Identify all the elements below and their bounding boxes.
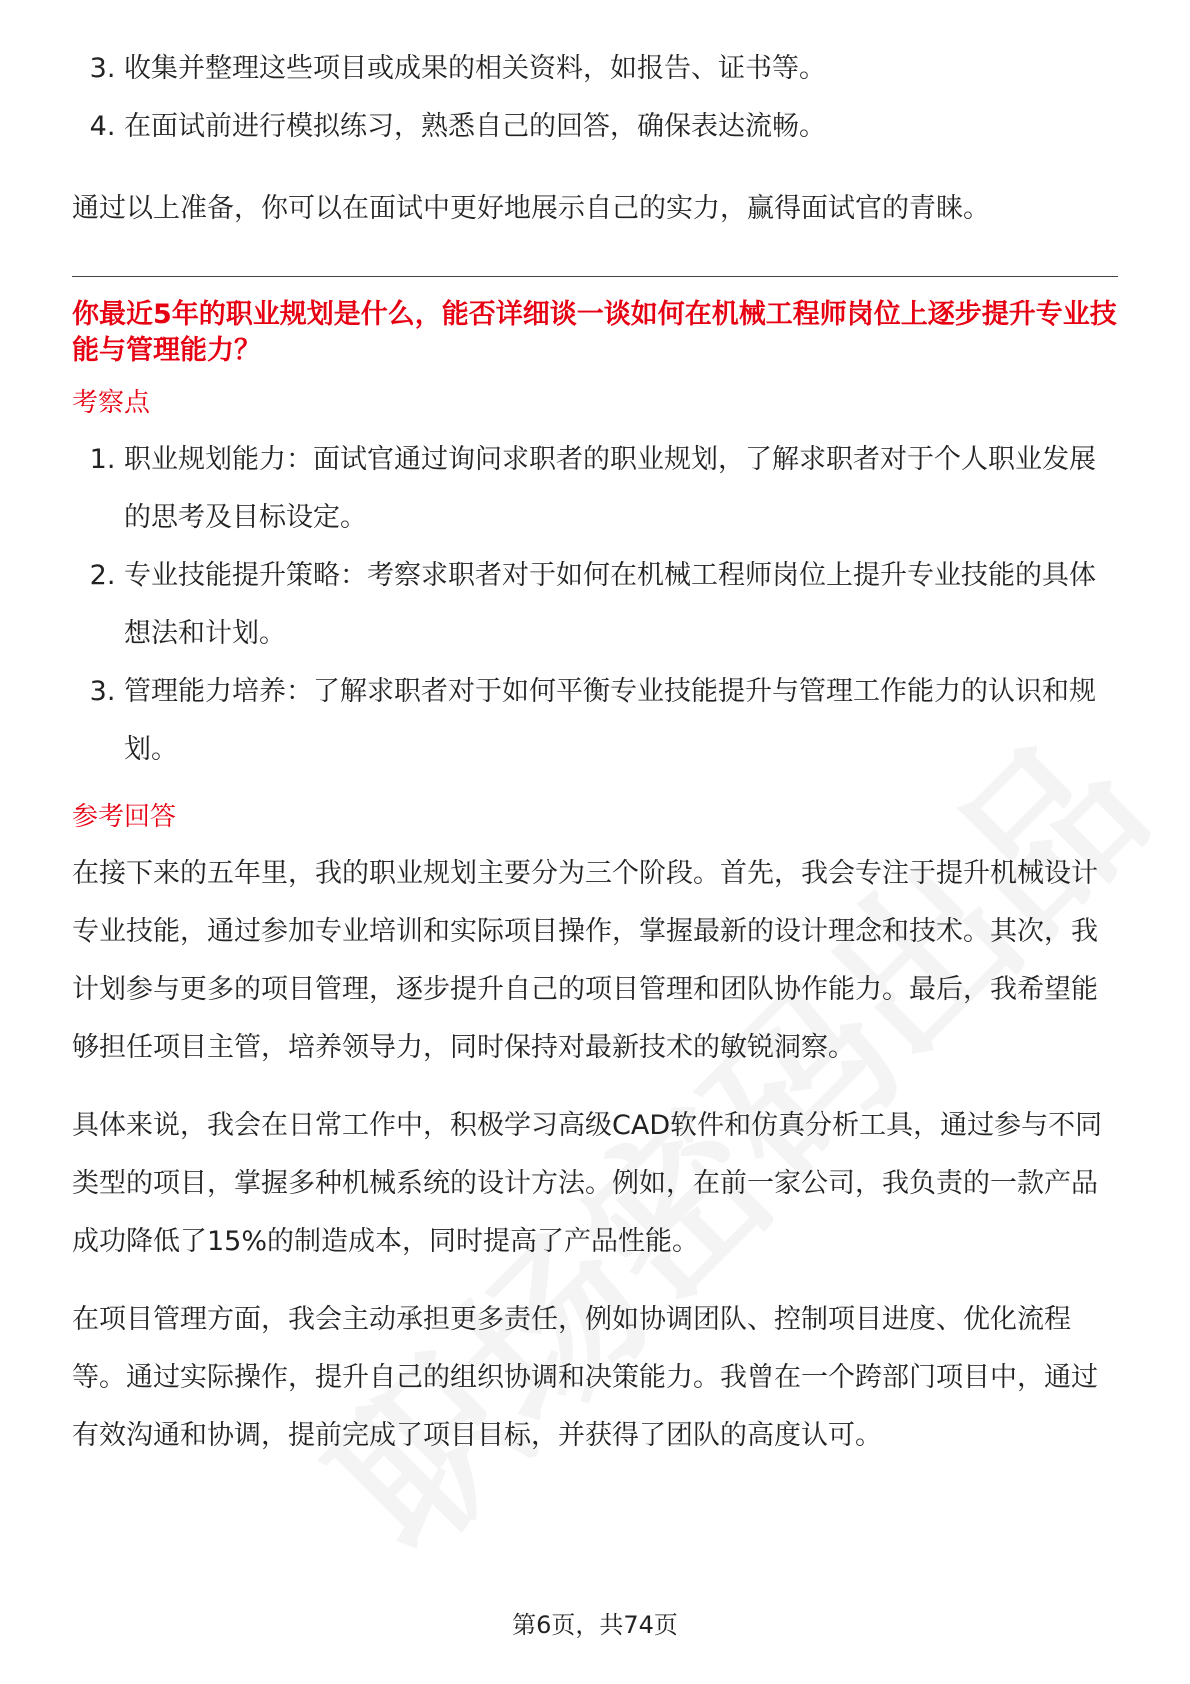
list-item: 3. 收集并整理这些项目或成果的相关资料，如报告、证书等。 [124,40,1118,98]
closing: 通过以上准备，你可以在面试中更好地展示自己的实力，赢得面试官的青睐。 [72,193,990,224]
answer-heading: 参考回答 [72,802,177,832]
question: 你最近5年的职业规划是什么，能否详细谈一谈如何在机械工程师岗位上逐步提升专业技能与管理能力？ [72,299,1117,366]
point: 3. 管理能力培养：了解求职者对于如何平衡专业技能提升与管理工作能力的认识和规划。 [124,663,1118,779]
divider [72,276,1118,277]
point: 2. 专业技能提升策略：考察求职者对于如何在机械工程师岗位上提升专业技能的具体想法和计划。 [124,547,1118,663]
page-footer: 第6页，共74页 [512,1611,678,1639]
point: 1. 职业规划能力：面试官通过询问求职者的职业规划，了解求职者对于个人职业发展的思考及目标设定。 [124,431,1118,547]
list-item: 4. 在面试前进行模拟练习，熟悉自己的回答，确保表达流畅。 [124,98,1118,156]
answer-3: 在项目管理方面，我会主动承担更多责任，例如协调团队、控制项目进度、优化流程等。通过实际操作，提升自己的组织协调和决策能力。我曾在一个跨部门项目中，通过有效沟通和协调，提前完成了项目目标，并获得了团队的高度认可。 [72,1304,1098,1451]
points [72,431,1118,779]
answer-2: 具体来说，我会在日常工作中，积极学习高级CAD软件和仿真分析工具，通过参与不同类型的项目，掌握多种机械系统的设计方法。例如，在前一家公司，我负责的一款产品成功降低了15%的制造成本，同时提高了产品性能。 [72,1110,1103,1257]
points-heading: 考察点 [72,388,151,418]
answer-1: 在接下来的五年里，我的职业规划主要分为三个阶段。首先，我会专注于提升机械设计专业技能，通过参加专业培训和实际项目操作，掌握最新的设计理念和技术。其次，我计划参与更多的项目管理，逐步提升自己的项目管理和团队协作能力。最后，我希望能够担任项目主管，培养领导力，同时保持对最新技术的敏锐洞察。 [72,858,1098,1063]
top-list [72,40,1118,156]
